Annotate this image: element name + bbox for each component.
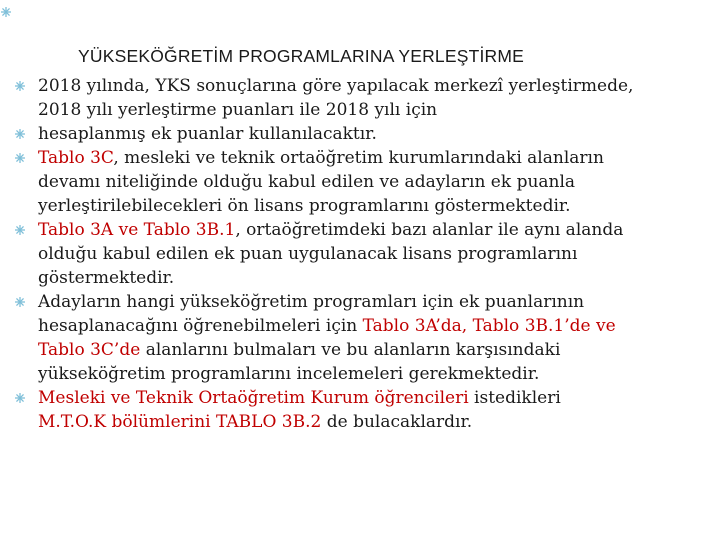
- bullet-line: [38, 98, 714, 122]
- bullet-line: [38, 290, 714, 314]
- asterisk-bullet-icon: [14, 128, 26, 140]
- text-segment: olduğu kabul edilen ek puan uygulanacak lisans programlarını: [38, 244, 578, 264]
- bullet-line: [38, 170, 714, 194]
- highlighted-text: Tablo 3A ve Tablo 3B.1: [38, 220, 236, 240]
- text-segment: 2018 yılı yerleştirme puanları ile 2018 yılı için: [38, 100, 438, 120]
- text-segment: , ortaöğretimdeki bazı alanlar ile aynı alanda: [235, 220, 624, 240]
- highlighted-text: Tablo 3A’da, Tablo 3B.1’de ve: [362, 316, 616, 336]
- asterisk-bullet-icon: [14, 392, 26, 404]
- text-segment: hesaplanmış ek puanlar kullanılacaktır.: [38, 124, 377, 144]
- highlighted-text: Mesleki ve Teknik Ortaöğretim Kurum öğrencileri: [38, 388, 469, 408]
- asterisk-bullet-icon: [14, 224, 26, 236]
- highlighted-text: Tablo 3C’de: [38, 340, 141, 360]
- bullet-line: [38, 194, 714, 218]
- highlighted-text: M.T.O.K bölümlerini TABLO 3B.2: [38, 412, 322, 432]
- text-segment: 2018 yılında, YKS sonuçlarına göre yapılacak merkezî yerleştirmede,: [38, 76, 634, 96]
- text-segment: yerleştirilebilecekleri ön lisans programlarını göstermektedir.: [38, 196, 571, 216]
- text-segment: yükseköğretim programlarını incelemeleri gerekmektedir.: [38, 364, 540, 384]
- text-segment: istedikleri: [468, 388, 561, 408]
- text-segment: Adayların hangi yükseköğretim programları için ek puanlarının: [38, 292, 585, 312]
- bullet-item: [14, 218, 714, 290]
- bullet-line: [38, 338, 714, 362]
- asterisk-bullet-icon: [14, 80, 26, 92]
- bullet-line: [38, 314, 714, 338]
- bullet-list: [14, 74, 714, 434]
- bullet-line: [38, 410, 714, 434]
- asterisk-bullet-icon: [14, 152, 26, 164]
- text-segment: de bulacaklardır.: [321, 412, 473, 432]
- bullet-line: [38, 242, 714, 266]
- text-segment: devamı niteliğinde olduğu kabul edilen ve adayların ek puanla: [38, 172, 576, 192]
- bullet-line: [38, 74, 714, 98]
- bullet-item: [14, 74, 714, 122]
- bullet-line: [38, 266, 714, 290]
- highlighted-text: Tablo 3C: [38, 148, 114, 168]
- asterisk-bullet-icon: [14, 296, 26, 308]
- bullet-item: [14, 386, 714, 434]
- text-segment: göstermektedir.: [38, 268, 175, 288]
- bullet-line: [38, 362, 714, 386]
- bullet-item: [14, 122, 714, 146]
- text-segment: , mesleki ve teknik ortaöğretim kurumlarındaki alanların: [113, 148, 604, 168]
- bullet-line: [38, 146, 714, 170]
- bullet-line: [38, 218, 714, 242]
- bullet-line: [38, 122, 714, 146]
- bullet-item: [14, 290, 714, 386]
- bullet-line: [38, 386, 714, 410]
- asterisk-bullet-icon: [0, 6, 12, 18]
- bullet-item: [14, 146, 714, 218]
- text-segment: alanlarını bulmaları ve bu alanların karşısındaki: [140, 340, 561, 360]
- slide-title: YÜKSEKÖĞRETİM PROGRAMLARINA YERLEŞTİRME: [78, 46, 525, 66]
- text-segment: hesaplanacağını öğrenebilmeleri için: [38, 316, 363, 336]
